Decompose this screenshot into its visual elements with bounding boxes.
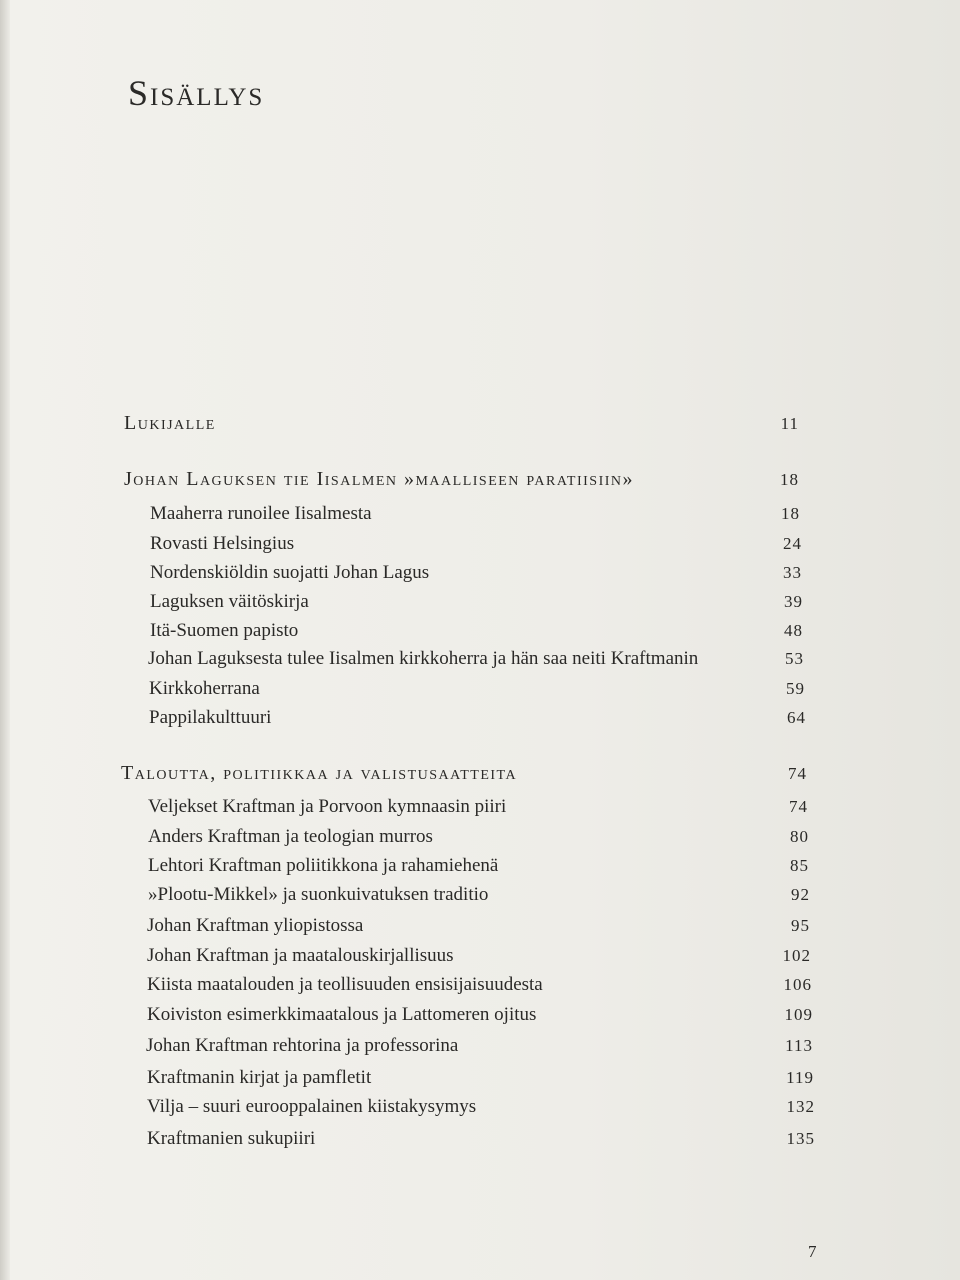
- toc-page-number: 119: [786, 1068, 814, 1087]
- toc-entry-label: Kraftmanien sukupiiri: [147, 1128, 316, 1149]
- toc-entry[interactable]: [149, 678, 805, 700]
- toc-section-heading[interactable]: [121, 762, 807, 785]
- toc-entry[interactable]: [149, 707, 806, 729]
- page-title: Sisällys: [128, 73, 265, 113]
- toc-entry[interactable]: [147, 915, 810, 937]
- toc-page-number: 85: [790, 856, 809, 875]
- toc-page-number: 33: [783, 563, 802, 582]
- toc-entry-label: Koiviston esimerkkimaatalous ja Lattomeren ojitus: [147, 1004, 537, 1025]
- toc-entry-label: Rovasti Helsingius: [150, 533, 295, 554]
- toc-page-number: 11: [780, 414, 799, 433]
- toc-entry[interactable]: [146, 1035, 813, 1057]
- toc-entry-label: Johan Laguksesta tulee Iisalmen kirkkoherra ja hän saa neiti Kraftmanin: [148, 648, 699, 669]
- toc-entry-label: Anders Kraftman ja teologian murros: [148, 826, 433, 847]
- toc-page-number: 109: [784, 1005, 813, 1024]
- toc-page-number: 24: [783, 534, 802, 553]
- toc-page-number: 74: [789, 797, 808, 816]
- toc-entry[interactable]: [150, 562, 802, 584]
- toc-entry[interactable]: [148, 855, 809, 877]
- toc-page-number: 18: [780, 470, 799, 489]
- toc-entry[interactable]: [147, 974, 812, 996]
- toc-section-label: Taloutta, politiikkaa ja valistusaatteita: [121, 762, 518, 784]
- toc-section-heading[interactable]: [124, 412, 799, 435]
- toc-entry[interactable]: [147, 1128, 815, 1150]
- toc-page-number: 53: [785, 649, 804, 668]
- toc-page-number: 39: [784, 592, 803, 611]
- toc-page-number: 106: [783, 975, 812, 994]
- toc-entry-label: Lehtori Kraftman poliitikkona ja rahamiehenä: [148, 855, 499, 876]
- toc-section-heading[interactable]: [124, 468, 799, 491]
- toc-entry[interactable]: [150, 620, 803, 642]
- toc-entry[interactable]: [147, 1096, 815, 1118]
- toc-page-number: 18: [781, 504, 800, 523]
- toc-entry[interactable]: [150, 533, 802, 555]
- toc-page-number: 92: [791, 885, 810, 904]
- toc-entry-label: Maaherra runoilee Iisalmesta: [150, 503, 372, 524]
- toc-entry-label: Johan Kraftman yliopistossa: [147, 915, 364, 936]
- toc-entry-label: Vilja – suuri eurooppalainen kiistakysymys: [147, 1096, 477, 1117]
- toc-entry[interactable]: [150, 591, 803, 613]
- toc-entry[interactable]: [147, 1067, 814, 1089]
- toc-entry-label: Kraftmanin kirjat ja pamfletit: [147, 1067, 372, 1088]
- toc-entry-label: Johan Kraftman rehtorina ja professorina: [146, 1035, 459, 1056]
- toc-page-number: 80: [790, 827, 809, 846]
- toc-page-number: 59: [786, 679, 805, 698]
- toc-entry-label: Laguksen väitöskirja: [150, 591, 309, 612]
- toc-entry-label: Veljekset Kraftman ja Porvoon kymnaasin piiri: [148, 796, 507, 817]
- toc-entry-label: Johan Kraftman ja maatalouskirjallisuus: [147, 945, 454, 966]
- toc-page-number: 132: [786, 1097, 815, 1116]
- toc-page-number: 95: [791, 916, 810, 935]
- toc-entry-label: Kiista maatalouden ja teollisuuden ensisijaisuudesta: [147, 974, 543, 995]
- toc-entry[interactable]: [147, 945, 811, 967]
- toc-page-number: 74: [788, 764, 807, 783]
- toc-entry[interactable]: [147, 1004, 813, 1026]
- toc-entry-label: Nordenskiöldin suojatti Johan Lagus: [150, 562, 430, 583]
- toc-page-number: 113: [785, 1036, 813, 1055]
- toc-entry-label: Pappilakulttuuri: [149, 707, 272, 728]
- toc-entry[interactable]: [148, 648, 804, 670]
- toc-page-number: 64: [787, 708, 806, 727]
- toc-page-number: 48: [784, 621, 803, 640]
- toc-entry[interactable]: [150, 503, 800, 525]
- toc-entry-label: »Plootu-Mikkel» ja suonkuivatuksen traditio: [148, 884, 489, 905]
- toc-page-number: 135: [786, 1129, 815, 1148]
- toc-entry-label: Itä-Suomen papisto: [150, 620, 299, 641]
- page-number: 7: [808, 1242, 817, 1261]
- toc-entry[interactable]: [148, 796, 808, 818]
- toc-entry-label: Kirkkoherrana: [149, 678, 260, 699]
- toc-section-label: Johan Laguksen tie Iisalmen »maalliseen paratiisiin»: [124, 468, 635, 490]
- toc-section-label: Lukijalle: [124, 412, 216, 434]
- toc-entry[interactable]: [148, 826, 809, 848]
- toc-entry[interactable]: [148, 884, 810, 906]
- toc-page-number: 102: [782, 946, 811, 965]
